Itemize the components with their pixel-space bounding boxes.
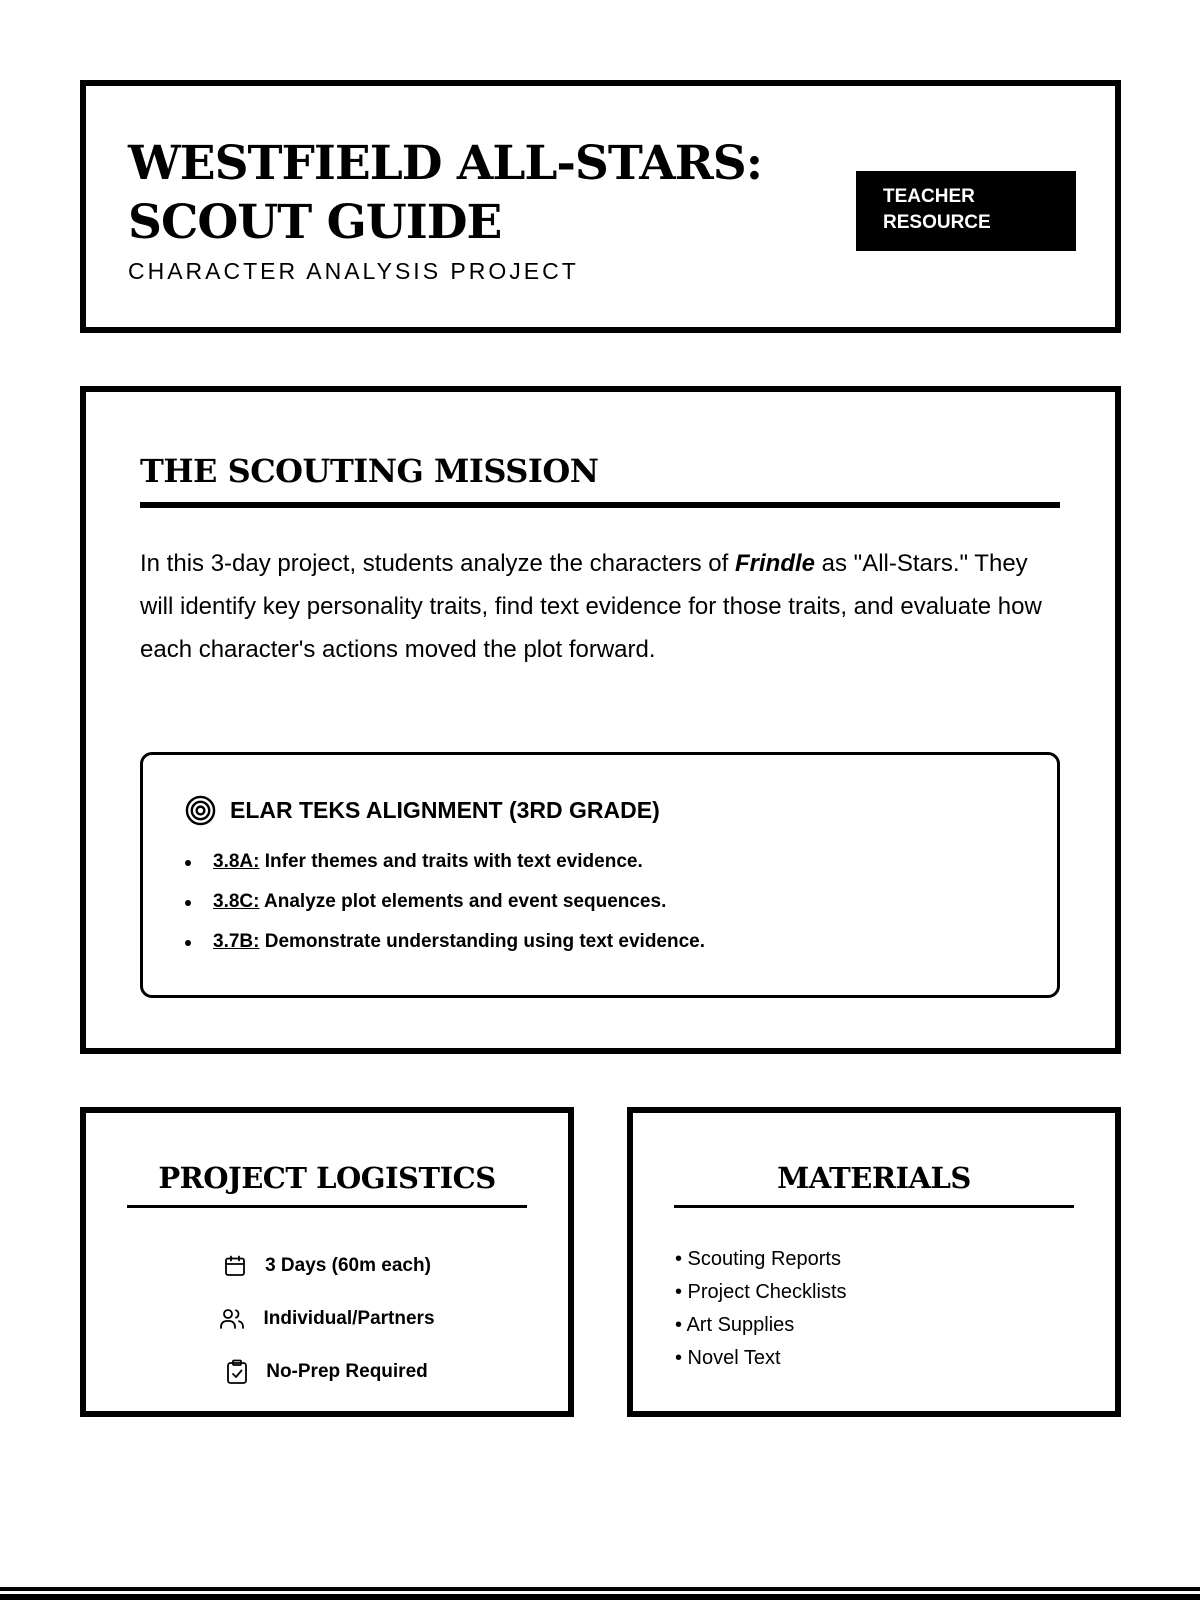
footer-divider xyxy=(0,1587,1200,1591)
teks-item xyxy=(185,925,705,965)
teks-list xyxy=(185,845,705,965)
users-icon xyxy=(219,1307,245,1331)
materials-item: • Scouting Reports xyxy=(675,1248,841,1270)
logistics-heading: PROJECT LOGISTICS xyxy=(127,1161,527,1208)
teks-code: 3.7B: xyxy=(213,931,260,952)
teks-title xyxy=(185,795,660,826)
logistics-item-label: No-Prep Required xyxy=(266,1360,428,1382)
mission-card xyxy=(80,386,1121,1054)
book-title: Frindle xyxy=(734,550,815,577)
title-line-2: SCOUT GUIDE xyxy=(128,195,502,250)
teks-code: 3.8C: xyxy=(213,891,260,912)
teacher-resource-badge xyxy=(856,171,1076,251)
logistics-card xyxy=(80,1107,574,1417)
logistics-item-label: Individual/Partners xyxy=(263,1307,435,1329)
teks-alignment-box xyxy=(140,752,1060,998)
mission-description xyxy=(140,542,1060,671)
materials-list xyxy=(675,1243,847,1375)
teks-item xyxy=(185,845,705,885)
mission-body-after: as "All-Stars." They will identify key personality traits, find text evidence for those traits, and evaluate how each character's actions moved the plot forward. xyxy=(140,550,1042,663)
teks-text: Demonstrate understanding using text evidence. xyxy=(259,931,706,952)
mission-heading: THE SCOUTING MISSION xyxy=(140,452,1060,508)
page-subtitle: CHARACTER ANALYSIS PROJECT xyxy=(128,258,579,284)
teks-text: Infer themes and traits with text evidence. xyxy=(259,851,643,872)
logistics-item-duration xyxy=(127,1239,527,1292)
teks-title-text: ELAR TEKS ALIGNMENT (3RD GRADE) xyxy=(230,797,660,823)
logistics-item-prep xyxy=(127,1345,527,1398)
teks-code: 3.8A: xyxy=(213,851,260,872)
title-line-1: WESTFIELD ALL-STARS: xyxy=(128,136,763,191)
materials-item: • Art Supplies xyxy=(675,1314,795,1336)
logistics-item-label: 3 Days (60m each) xyxy=(265,1254,431,1276)
calendar-icon xyxy=(223,1254,247,1278)
mission-body-before: In this 3-day project, students analyze the characters of xyxy=(140,550,735,577)
target-icon xyxy=(185,795,216,826)
logistics-item-grouping xyxy=(127,1292,527,1345)
materials-item: • Project Checklists xyxy=(675,1281,847,1303)
clipboard-check-icon xyxy=(226,1359,248,1385)
materials-item: • Novel Text xyxy=(675,1347,781,1369)
teks-item xyxy=(185,885,705,925)
footer-divider xyxy=(0,1594,1200,1600)
page-title xyxy=(128,134,768,252)
materials-card xyxy=(627,1107,1121,1417)
logistics-list xyxy=(127,1239,527,1398)
header-card xyxy=(80,80,1121,333)
badge-line-1: TEACHER xyxy=(883,186,975,207)
badge-line-2: RESOURCE xyxy=(883,212,991,233)
teks-text: Analyze plot elements and event sequences. xyxy=(259,891,667,912)
materials-heading: MATERIALS xyxy=(674,1161,1074,1208)
